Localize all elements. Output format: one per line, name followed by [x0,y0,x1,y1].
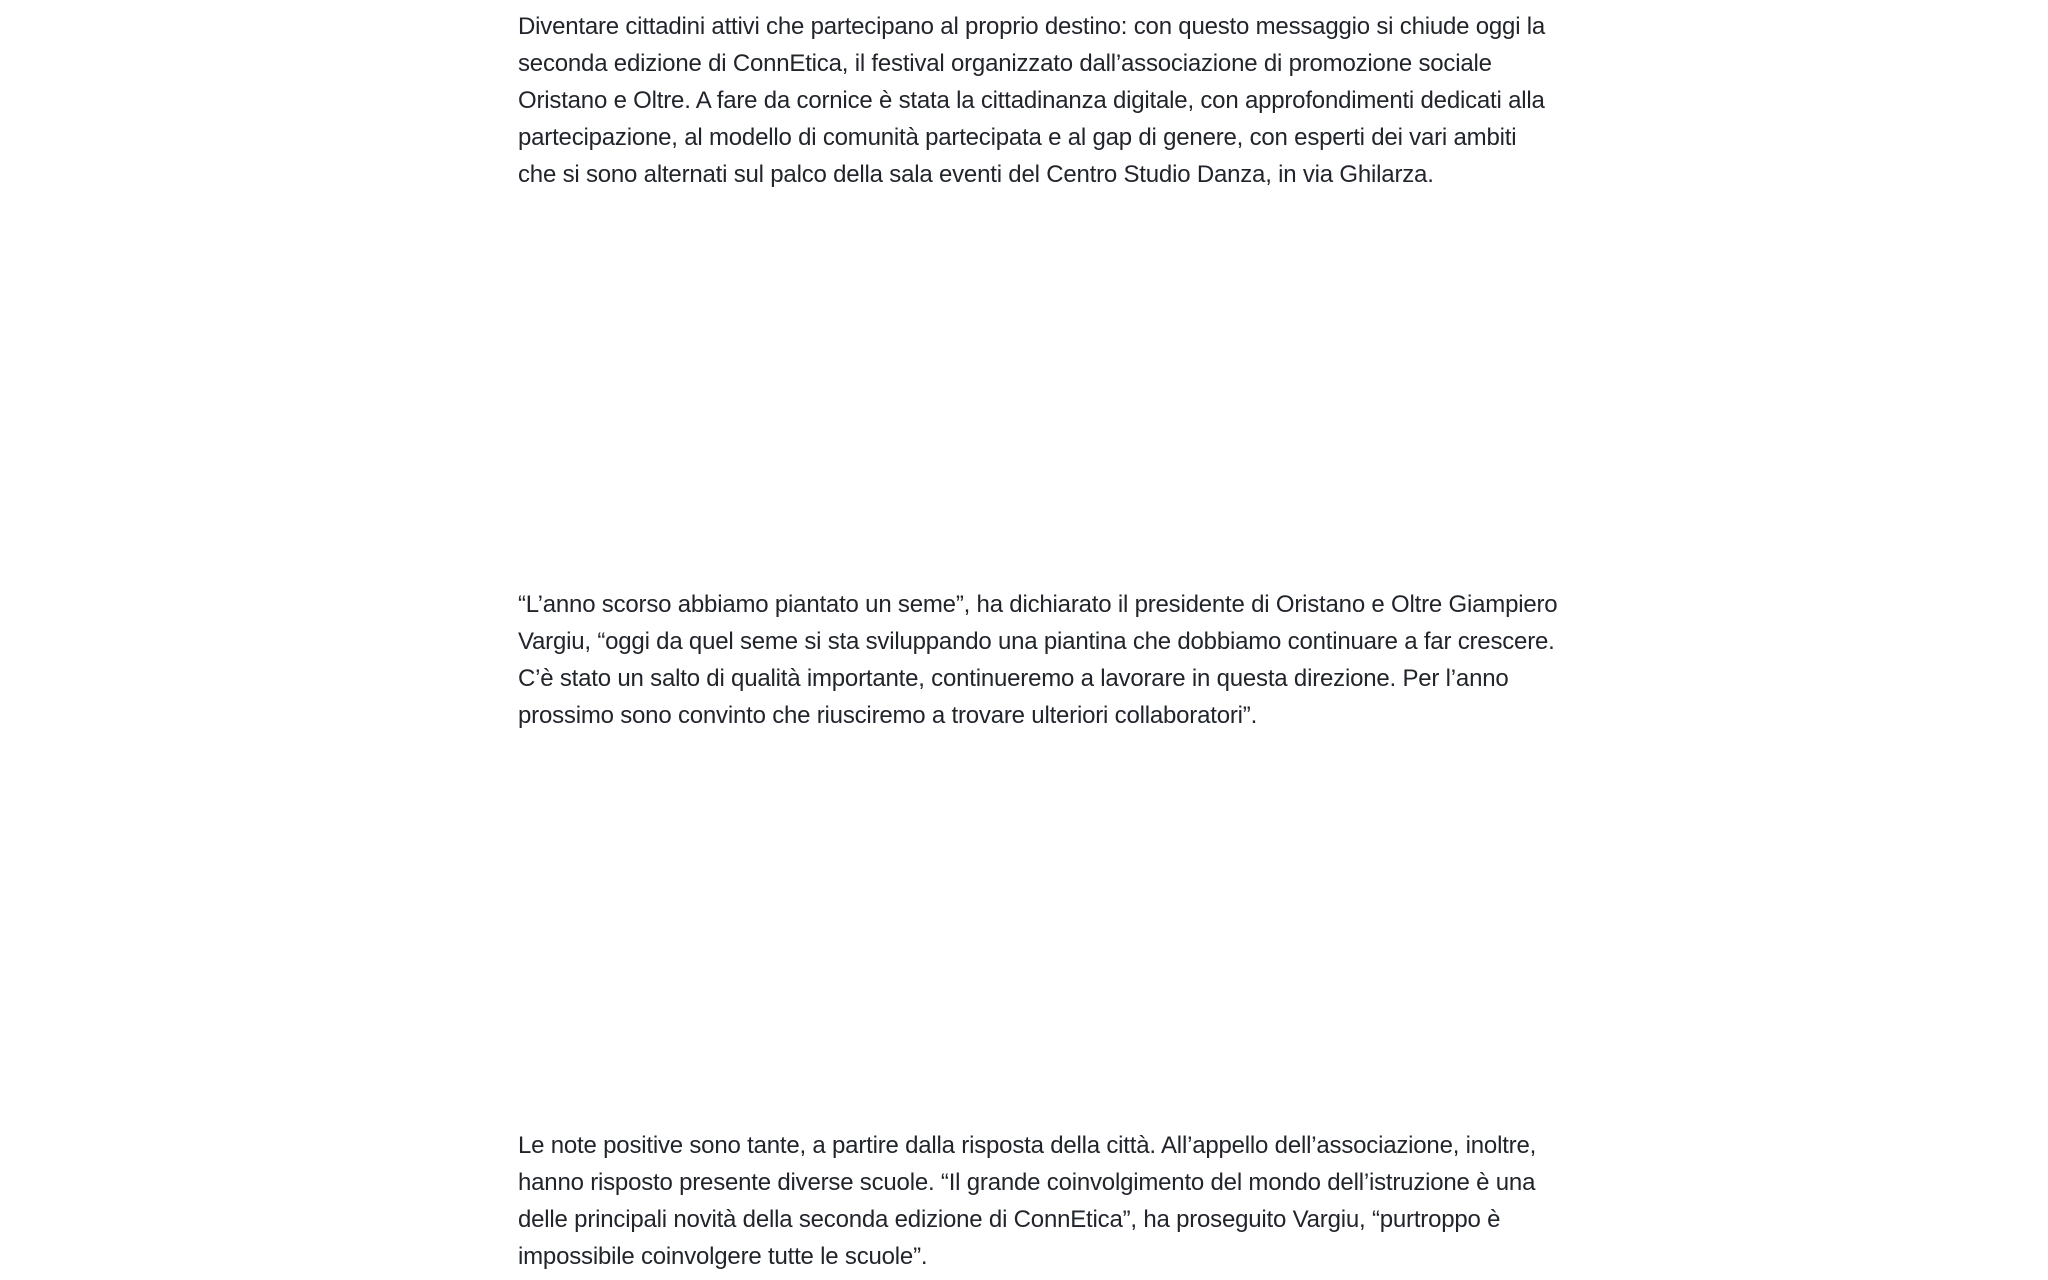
media-placeholder [518,742,1558,1112]
article-paragraph-quote: “L’anno scorso abbiamo piantato un seme”, ha dichiarato il presidente di Oristano e Oltre Giampiero Vargiu, “oggi da quel seme si sta sviluppando una piantina che dobbiamo continuare a far crescere. C’è stato un salto di qualità importante, continueremo a lavorare in questa direzione. Per l’anno prossimo sono convinto che riusciremo a trovare ulteriori collaboratori”. [518,591,1558,729]
article-paragraph-intro: Diventare cittadini attivi che partecipano al proprio destino: con questo messaggio si chiude oggi la seconda edizione di ConnEtica, il festival organizzato dall’associazione di promozione sociale Oristano e Oltre. A fare da cornice è stata la cittadinanza digitale, con approfondimenti dedicati alla partecipazione, al modello di comunità partecipata e al gap di genere, con esperti dei vari ambiti che si sono alternati sul palco della sala eventi del Centro Studio Danza, in via Ghilarza. [518,13,1546,188]
media-placeholder [518,200,1558,570]
article-paragraph-schools: Le note positive sono tante, a partire dalla risposta della città. All’appello dell’associazione, inoltre, hanno risposto presente diverse scuole. “Il grande coinvolgimento del mondo dell’istruzione è una delle principali novità della seconda edizione di ConnEtica”, ha proseguito Vargiu, “purtroppo è impossibile coinvolgere tutte le scuole”. [518,1132,1537,1270]
